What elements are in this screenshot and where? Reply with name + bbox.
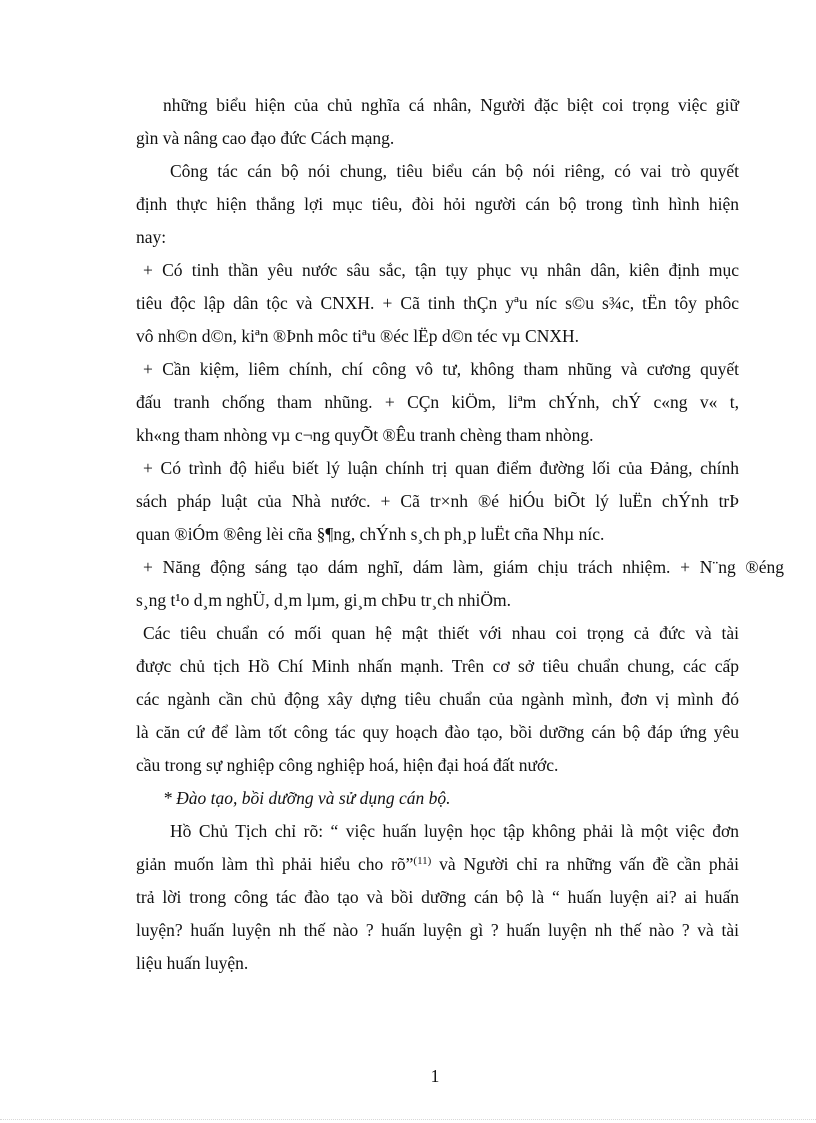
text-line: tiêu độc lập dân tộc và CNXH. + Cã tinh thÇn yªu níc s©u s¾c, tËn tôy phôc	[136, 293, 739, 313]
page-bottom-divider	[0, 1119, 816, 1120]
text-line: những biểu hiện của chủ nghĩa cá nhân, Người đặc biệt coi trọng việc giữ	[163, 95, 739, 115]
text-line: liệu huấn luyện.	[136, 953, 249, 973]
text-line: Công tác cán bộ nói chung, tiêu biểu cán bộ nói riêng, có vai trò quyết	[170, 161, 739, 181]
text-line: nay:	[136, 227, 167, 247]
text-line: + Có tinh thần yêu nước sâu sắc, tận tụy phục vụ nhân dân, kiên định mục	[143, 260, 739, 280]
text-line: cầu trong sự nghiệp công nghiệp hoá, hiện đại hoá đất nước.	[136, 755, 559, 775]
text-line: s¸ng t¹o d¸m nghÜ, d¸m lµm, gi¸m chÞu tr¸ch nhiÖm.	[136, 590, 512, 610]
text-line: được chủ tịch Hồ Chí Minh nhấn mạnh. Trên cơ sở tiêu chuẩn chung, các cấp	[136, 656, 739, 676]
text-line: trả lời trong công tác đào tạo và bồi dưỡng cán bộ là “ huấn luyện ai? ai huấn	[136, 887, 739, 907]
section-heading: * Đào tạo, bồi dưỡng và sử dụng cán bộ.	[163, 788, 451, 808]
text-line: luyện? huấn luyện nh thế nào ? huấn luyện gì ? huấn luyện nh thế nào ? và tài	[136, 920, 739, 940]
text-line: các ngành cần chủ động xây dựng tiêu chuẩn của ngành mình, đơn vị mình đó	[136, 689, 739, 709]
text-line: + Có trình độ hiểu biết lý luận chính trị quan điểm đường lối của Đảng, chính	[143, 458, 739, 478]
text-line: gìn và nâng cao đạo đức Cách mạng.	[136, 128, 395, 148]
text-line	[136, 852, 739, 876]
text-line: kh«ng tham nhòng vµ c¬ng quyÕt ®Êu tranh chèng tham nhòng.	[136, 425, 594, 445]
text-line: đấu tranh chống tham nhũng. + CÇn kiÖm, liªm chÝnh, chÝ c«ng v« t,	[136, 392, 739, 412]
text-line: Các tiêu chuẩn có mối quan hệ mật thiết với nhau coi trọng cả đức và tài	[143, 623, 739, 643]
footnote-ref: (11)	[413, 855, 432, 867]
text-line: định thực hiện thắng lợi mục tiêu, đòi hỏi người cán bộ trong tình hình hiện	[136, 194, 739, 214]
text-line: là căn cứ để làm tốt công tác quy hoạch đào tạo, bồi dưỡng cán bộ đáp ứng yêu	[136, 722, 739, 742]
text-line: + Năng động sáng tạo dám nghĩ, dám làm, giám chịu trách nhiệm. + N¨ng ®éng	[143, 557, 784, 577]
text-line: quan ®iÓm ®êng lèi cña §¶ng, chÝnh s¸ch ph¸p luËt cña Nhµ níc.	[136, 524, 605, 544]
text-line: sách pháp luật của Nhà nước. + Cã tr×nh ®é hiÓu biÕt lý luËn chÝnh trÞ	[136, 491, 739, 511]
page-number: 1	[430, 1066, 440, 1086]
text-run: giản muốn làm thì phải hiểu cho rõ”	[136, 854, 414, 874]
text-line: vô nh©n d©n, kiªn ®Þnh môc tiªu ®éc lËp d©n téc vµ CNXH.	[136, 326, 579, 346]
text-run: và Người chỉ ra những vấn đề cần phải	[431, 854, 740, 874]
text-line: + Cần kiệm, liêm chính, chí công vô tư, không tham nhũng và cương quyết	[143, 359, 739, 379]
text-line: Hồ Chủ Tịch chỉ rõ: “ việc huấn luyện học tập không phải là một việc đơn	[170, 821, 739, 841]
